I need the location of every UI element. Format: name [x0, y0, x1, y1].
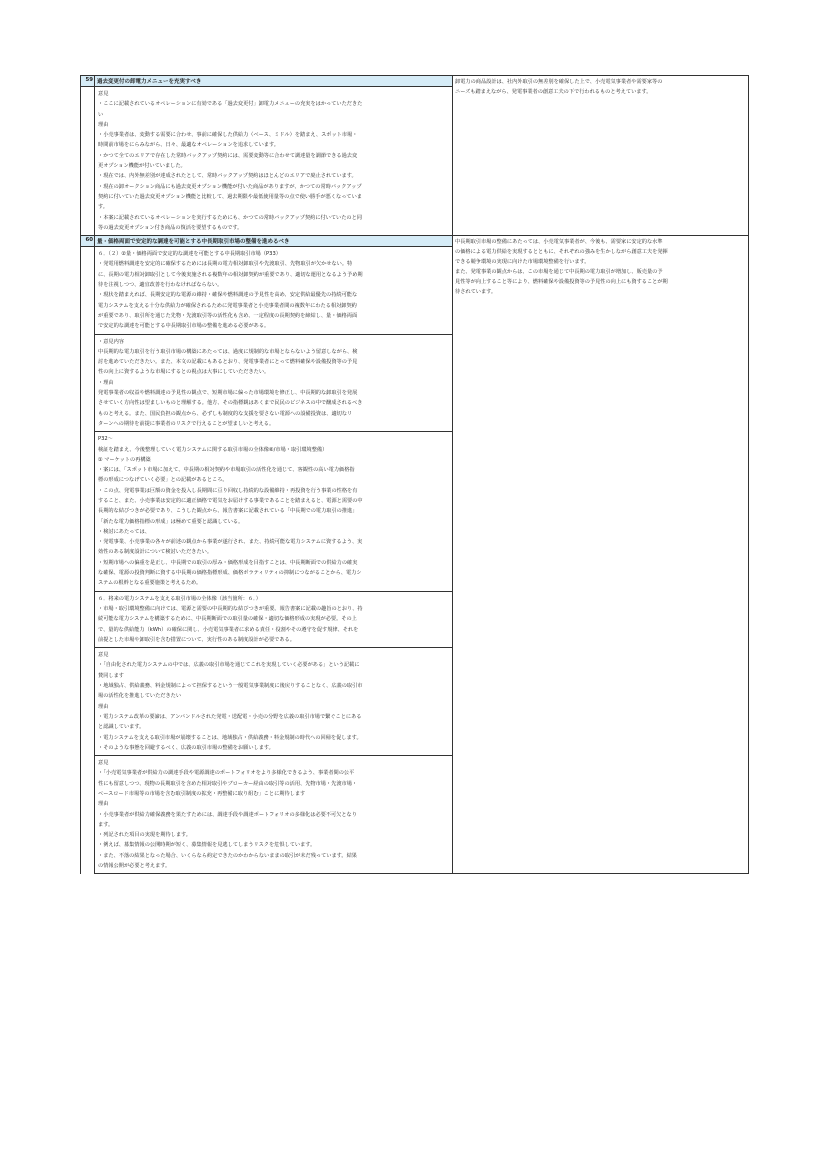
comment-line: ・現在の卸オークション商品にも過去変更オプション機能が付いた商品がありますが、かつての常時バックアップ — [98, 183, 362, 190]
comment-line: ものと考える。また、国民負担の観点から、必ずしも制度的な支援を要さない電源への設備投資は、適切なリ — [98, 410, 353, 417]
comment-table — [80, 75, 749, 874]
item-header-row — [81, 236, 749, 247]
comment-block — [95, 87, 453, 236]
item-response — [453, 76, 749, 236]
comment-line: P32～ — [98, 436, 113, 443]
comment-line: 理由 — [98, 121, 109, 128]
comment-line: 性にも留意しつつ、現物の長期取引を含めた相対取引やブローカー経由の取引等の活用、先物市場・先渡市場・ — [98, 780, 358, 787]
comment-line: ・そのような事態を回避するべく、広義の取引市場の整備をお願いします。 — [98, 744, 274, 751]
comment-line: ・検討にあたっては、 — [98, 528, 150, 535]
comment-line: ・電力システム改革の要諦は、アンバンドルされた発電・送配電・小売の分野を広義の取引市場で繋ぐことにある — [98, 713, 362, 720]
comment-line: 契約に付いていた過去変更オプション機能と比較して、過去期限や最低使用量等の点で使い勝手が悪くなっていま — [98, 193, 362, 200]
comment-line: 場の活性化を推進していただきたい — [98, 693, 182, 700]
comment-line: 意見 — [98, 652, 109, 659]
comment-line: ターンへの期待を前提に事業者のリスクで行えることが望ましいと考える。 — [98, 420, 275, 427]
comment-line: ・また、不落の結果となった場合、いくらなら約定できたのかわからないままの取引が未だ残っています。結果 — [98, 852, 357, 859]
item-title: 過去変更付の卸電力メニューを充実すべき — [95, 76, 453, 87]
comment-line: 効性のある制度設計について検討いただきたい。 — [98, 549, 213, 556]
comment-line: ・かつて全てのエリアで存在した常時バックアップ契約には、需要変動等に合わせて調達量を調節できる過去変 — [98, 152, 358, 159]
comment-line: 待を注視しつつ、適宜改善を行わなければならない。 — [98, 282, 223, 289]
comment-line: 意見 — [98, 91, 109, 97]
comment-line: ・市場・取引環境整備に向けては、電源と需要の中長期的な結びつきが重要。報告書案に記載の趣旨のとおり、持 — [98, 605, 363, 612]
response-line: できる競争環境の実現に向けた市場環境整備を行います。 — [455, 259, 590, 266]
comment-line: ・地域独占、供給義務、料金規制によって担保するという一般電気事業制度に後戻りすることなく、広義の取引市 — [98, 683, 363, 690]
item-response — [453, 236, 749, 874]
response-line: また、発電事業の観点からは、この市場を通じて中長期の電力取引が増加し、販売量の予 — [455, 269, 663, 276]
comment-line: と認識しています。 — [98, 724, 145, 731]
comment-line: ・ここに記載されているオペレーションに有効である「過去変更付」卸電力メニューの充実をはかっていただきた — [98, 101, 363, 108]
comment-line: 中長期的な電力取引を行う取引市場の構築にあたっては、過度に規制的な市場とならないよう留意しながら、検 — [98, 348, 358, 355]
comment-line: 理由 — [98, 801, 109, 808]
row-number-gap — [81, 756, 95, 874]
comment-line: ・列記された項目の実現を期待します。 — [98, 832, 191, 839]
item-title: 量・価格両面で安定的な調達を可能とする中長期取引市場の整備を進めるべき — [95, 236, 453, 247]
comment-line: ・発電事業、小売事業の各々が前述の観点から事業が遂行され、また、持続可能な電力システムに資するよう、実 — [98, 539, 363, 546]
comment-line: ます。 — [98, 821, 114, 828]
comment-line: 標の形成につなげていく必要」との記載があるところ。 — [98, 477, 228, 484]
comment-line: ① マーケットの再構築 — [98, 456, 151, 463]
item-number: 59 — [81, 76, 95, 87]
comment-line: に、長期の電力相対卸取引として今後実施される複数年の相対卸契約が重要であり、適切な運用となるよう予め期 — [98, 271, 363, 278]
comment-line: な確保、電源の投資判断に資する中長期の価格指標形成、価格ボラティリティの抑制につながることから、電力シ — [98, 570, 362, 577]
item-number: 60 — [81, 236, 95, 247]
response-line: 待されています。 — [455, 289, 497, 296]
comment-line: 「新たな電力価格指標の形成」は極めて重要と認識している。 — [98, 518, 244, 525]
comment-line: 時間前市場をにらみながら、日々、最適なオペレーションを追求しています。 — [98, 142, 279, 149]
response-line: 卸電力の商品設計は、社内外取引の無差別を確保した上で、小売電気事業者や需要家等の — [455, 79, 663, 85]
comment-line: 長期的な結びつきが必要であり、こうした観点から、報告書案に記載されている「中長期での電力取引の推進」 — [98, 508, 358, 515]
row-number-gap — [81, 334, 95, 432]
comment-line: ・この点、発電事業は巨額の資金を投入し長期間に亘り回収し持続的な設備維持・再投資を行う事業の性格を有 — [98, 487, 358, 494]
comment-line: 意見 — [98, 760, 109, 767]
row-number-gap — [81, 432, 95, 591]
comment-line: ・電力システムを支える取引市場が崩壊することは、地域独占・供給義務・料金規制の時代への回帰を促します。 — [98, 734, 362, 741]
comment-block — [95, 432, 453, 591]
comment-line: ・小売事業者が供給力確保義務を果たすためには、調達手段や調達ポートフォリオの多様化は必要不可欠となり — [98, 811, 357, 818]
response-line: 中長期取引市場の整備にあたっては、小売電気事業者が、今後も、需要家に安定的な水準 — [455, 239, 663, 246]
comment-line: ・「自由化された電力システムの中では、広義の取引市場を通じてこれを実現していく必要がある」という記載に — [98, 662, 360, 669]
comment-line: 更オプション機能が付いていました。 — [98, 163, 186, 170]
comment-line: ステムの根幹となる重要施策と考えるため。 — [98, 580, 202, 587]
comment-line: ６．将来の電力システムを支える取引市場の全体像（該当箇所：６．） — [98, 595, 261, 602]
comment-line: 検証を踏まえ、今後整理していく電力システムに関する取引市場の全体像⑥/市場・取引環境整備） — [98, 446, 328, 453]
row-number-gap — [81, 87, 95, 236]
comment-line: の情報公開が必要と考えます。 — [98, 863, 171, 870]
comment-line: ・現状を踏まえれば、長期安定的な電源の維持・確保や燃料調達の予見性を高め、安定供給最優先の持続可能な — [98, 292, 358, 299]
comment-block — [95, 648, 453, 756]
comment-line: すること、また、小売事業は安定的に適正価格で電気をお届けする事業であることを踏まえると、電源と需要の中 — [98, 497, 363, 504]
comment-line: ６．（２）②量・価格両面で安定的な調達を可能とする中長期取引市場（P33） — [98, 251, 281, 258]
comment-line: 理由 — [98, 703, 109, 710]
comment-line: ・発電用燃料調達を安定的に確保するためには長期の電力相対卸取引や先渡取引、先物取引が欠かせない。特 — [98, 261, 353, 268]
item-header-row — [81, 76, 749, 87]
comment-line: ・現在では、内外無差別が達成されたとして、常時バックアップ契約はほとんどのエリアで廃止されています。 — [98, 173, 357, 180]
comment-line: す。 — [98, 204, 108, 211]
comment-line: させていく方向性は望ましいものと理解する。他方、その指標観はあくまで民民のビジネスの中で醸成されるべき — [98, 400, 363, 407]
response-line: ニーズも踏まえながら、発電事業者の創意工夫の下で行われるものと考えています。 — [455, 89, 652, 95]
comment-block — [95, 247, 453, 334]
row-number-gap — [81, 648, 95, 756]
row-number-gap — [81, 591, 95, 647]
comment-line: が重要であり、取引所を通じた先物・先渡取引等の活性化も含め、一定程度の長期契約を締結し、量・価格両面 — [98, 312, 358, 319]
comment-line: ・「小売電気事業者が供給力の調達手段や電源調達のポートフォリオをより多様化できるよう、事業者間の公平 — [98, 770, 355, 777]
comment-line: ・本案に記載されているオペレーションを実行するためにも、かつての常時バックアップ契約に付いていたのと同 — [98, 214, 362, 221]
comment-block — [95, 756, 453, 874]
comment-line: ・短期市場への偏重を是正し、中長期での取引の厚み・価格形成を目指すことは、中長期断面での供給力の確実 — [98, 559, 358, 566]
comment-line: ・意見内容 — [98, 338, 124, 345]
comment-line: い — [98, 111, 104, 118]
comment-line: ・例えば、募集情報の公開時期が短く、募集情報を見逃してしまうリスクを危惧しています。 — [98, 842, 316, 849]
comment-line: 発電事業者の収益や燃料調達の予見性の観点で、短期市場に偏った市場環境を修正し、中長期的な卸取引を発展 — [98, 390, 358, 397]
comment-line: ・小売事業者は、変動する需要に合わせ、事前に確保した供給力（ベース、ミドル）を踏まえ、スポット市場・ — [98, 132, 358, 139]
comment-line: 等の過去変更オプション付き商品の復活を要望するものです。 — [98, 224, 243, 231]
comment-block — [95, 591, 453, 647]
comment-line: ・案には、「スポット市場に加えて、中長期の相対契約や市場取引の活性化を通じて、客観性の高い電力価格指 — [98, 467, 355, 474]
comment-block — [95, 334, 453, 432]
comment-line: で、量的な供給能力（kWh）の確保に関し、小売電気事業者に求める責任・役割やその遵守を促す規律、それを — [98, 626, 359, 633]
comment-line: 前提とした市場や卸取引を含む措置について、実行性のある制度設計が必要である。 — [98, 636, 295, 643]
comment-line: 電力システムを支える十分な供給力が確保されるために発電事業者と小売事業者間の複数年にわたる相対卸契約 — [98, 302, 357, 309]
comment-line: 討を進めていただきたい。また、本文の記載にもあるとおり、発電事業者にとって燃料確保や設備投資等の予見 — [98, 359, 358, 366]
comment-line: 賛同します — [98, 672, 124, 679]
comment-line: ・理由 — [98, 379, 114, 386]
comment-line: で安定的な調達を可能とする中長期取引市場の整備を進める必要がある。 — [98, 323, 270, 330]
response-line: 見性等が向上すること等により、燃料確保や設備投資等の予見性の向上にも資することが期 — [455, 279, 668, 286]
comment-line: 続可能な電力システムを構築するために、中長期断面での取引量の確保・適切な価格形成の実現が必要。その上 — [98, 616, 357, 623]
comment-line: 性の向上に資するような市場にするとの視点は大事にしていただきたい。 — [98, 369, 270, 376]
row-number-gap — [81, 247, 95, 334]
comment-line: ベースロード市場等の市場を含む取引制度の拡充・再整備に取り組む」ことに期待します — [98, 791, 306, 797]
response-line: の価格による電力供給を実現するとともに、それぞれの強みを生かしながら創意工夫を発揮 — [455, 249, 668, 256]
